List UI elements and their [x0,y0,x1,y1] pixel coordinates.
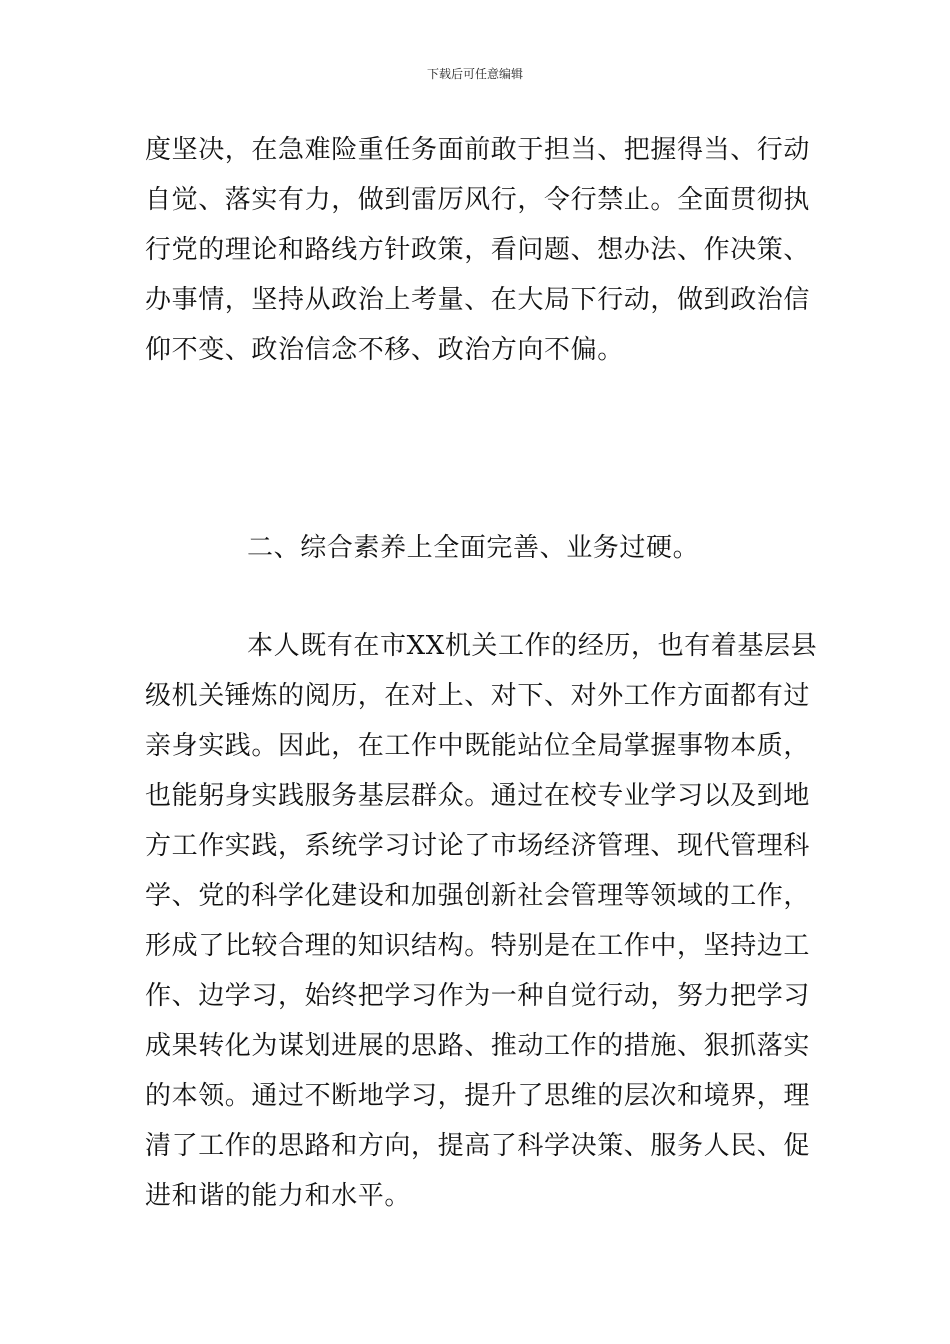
paragraph-line: 级机关锤炼的阅历，在对上、对下、对外工作方面都有过 [145,681,811,711]
paragraph-line: 办事情，坚持从政治上考量、在大局下行动，做到政治信 [145,285,811,315]
paragraph-line: 亲身实践。因此，在工作中既能站位全局掌握事物本质， [145,731,811,761]
paragraph-line: 清了工作的思路和方向，提高了科学决策、服务人民、促 [145,1131,811,1161]
paragraph-line: 自觉、落实有力，做到雷厉风行，令行禁止。全面贯彻执 [145,185,811,215]
paragraph-line: 本人既有在市XX机关工作的经历，也有着基层县 [247,631,818,661]
paragraph-line: 仰不变、政治信念不移、政治方向不偏。 [145,335,624,365]
paragraph-line: 行党的理论和路线方针政策，看问题、想办法、作决策、 [145,235,811,265]
paragraph-line: 的本领。通过不断地学习，提升了思维的层次和境界，理 [145,1081,811,1111]
page-header: 下载后可任意编辑 [426,67,523,81]
paragraph-line: 方工作实践，系统学习讨论了市场经济管理、现代管理科 [145,831,811,861]
paragraph-line: 形成了比较合理的知识结构。特别是在工作中，坚持边工 [145,931,811,961]
paragraph-line: 成果转化为谋划进展的思路、推动工作的措施、狠抓落实 [145,1031,811,1061]
paragraph-line: 学、党的科学化建设和加强创新社会管理等领域的工作， [145,881,811,911]
paragraph-line: 也能躬身实践服务基层群众。通过在校专业学习以及到地 [145,781,811,811]
paragraph-line: 度坚决，在急难险重任务面前敢于担当、把握得当、行动 [145,135,811,165]
paragraph-line: 进和谐的能力和水平。 [145,1181,412,1211]
paragraph-line: 作、边学习，始终把学习作为一种自觉行动，努力把学习 [145,981,811,1011]
section-heading: 二、综合素养上全面完善、业务过硬。 [247,533,700,563]
